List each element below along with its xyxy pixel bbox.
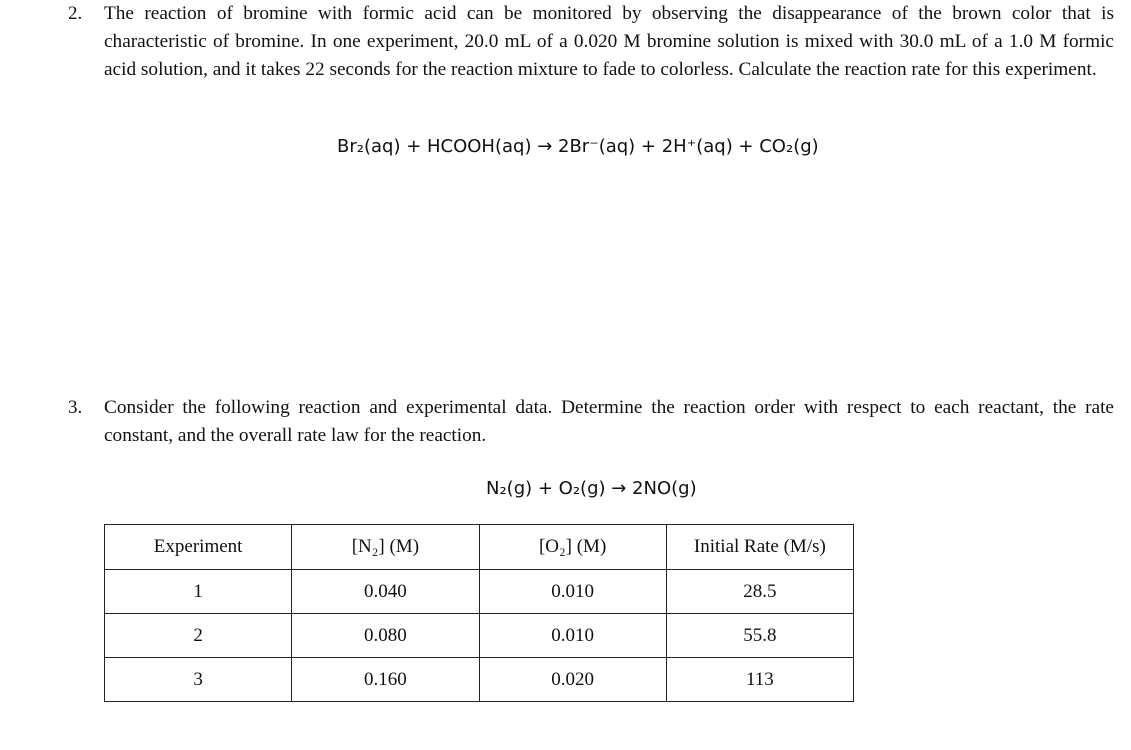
bromine-formic-acid-equation: Br₂(aq) + HCOOH(aq) → 2Br⁻(aq) + 2H⁺(aq) + CO₂(g): [337, 136, 819, 157]
header-experiment: Experiment: [105, 525, 292, 570]
nitrogen-oxygen-equation: N₂(g) + O₂(g) → 2NO(g): [486, 478, 697, 499]
cell-experiment: 2: [105, 614, 292, 658]
cell-n2: 0.160: [292, 658, 479, 702]
table-row: [105, 614, 854, 658]
question-2-number: 2.: [68, 3, 83, 24]
cell-rate: 28.5: [666, 570, 853, 614]
experimental-data-table: [104, 524, 854, 702]
cell-experiment: 3: [105, 658, 292, 702]
cell-rate: 113: [666, 658, 853, 702]
table-row: [105, 570, 854, 614]
header-o2-concentration: [O₂] (M): [479, 525, 666, 570]
cell-n2: 0.080: [292, 614, 479, 658]
question-2-text: The reaction of bromine with formic acid can be monitored by observing the disappearance of the brown color that is characteristic of bromine. In one experiment, 20.0 mL of a 0.020 M bromine solution is mixed with 30.0 mL of a 1.0 M formic acid solution, and it takes 22 seconds for the reaction mixture to fade to colorless. Calculate the reaction rate for this experiment.: [104, 3, 1114, 80]
cell-o2: 0.010: [479, 614, 666, 658]
cell-n2: 0.040: [292, 570, 479, 614]
header-initial-rate: Initial Rate (M/s): [666, 525, 853, 570]
question-3-number: 3.: [68, 397, 83, 418]
cell-o2: 0.020: [479, 658, 666, 702]
cell-o2: 0.010: [479, 570, 666, 614]
question-3-text: Consider the following reaction and experimental data. Determine the reaction order with respect to each reactant, the rate constant, and the overall rate law for the reaction.: [104, 397, 1114, 446]
table-row: [105, 658, 854, 702]
cell-experiment: 1: [105, 570, 292, 614]
cell-rate: 55.8: [666, 614, 853, 658]
table-header-row: [105, 525, 854, 570]
header-n2-concentration: [N₂] (M): [292, 525, 479, 570]
